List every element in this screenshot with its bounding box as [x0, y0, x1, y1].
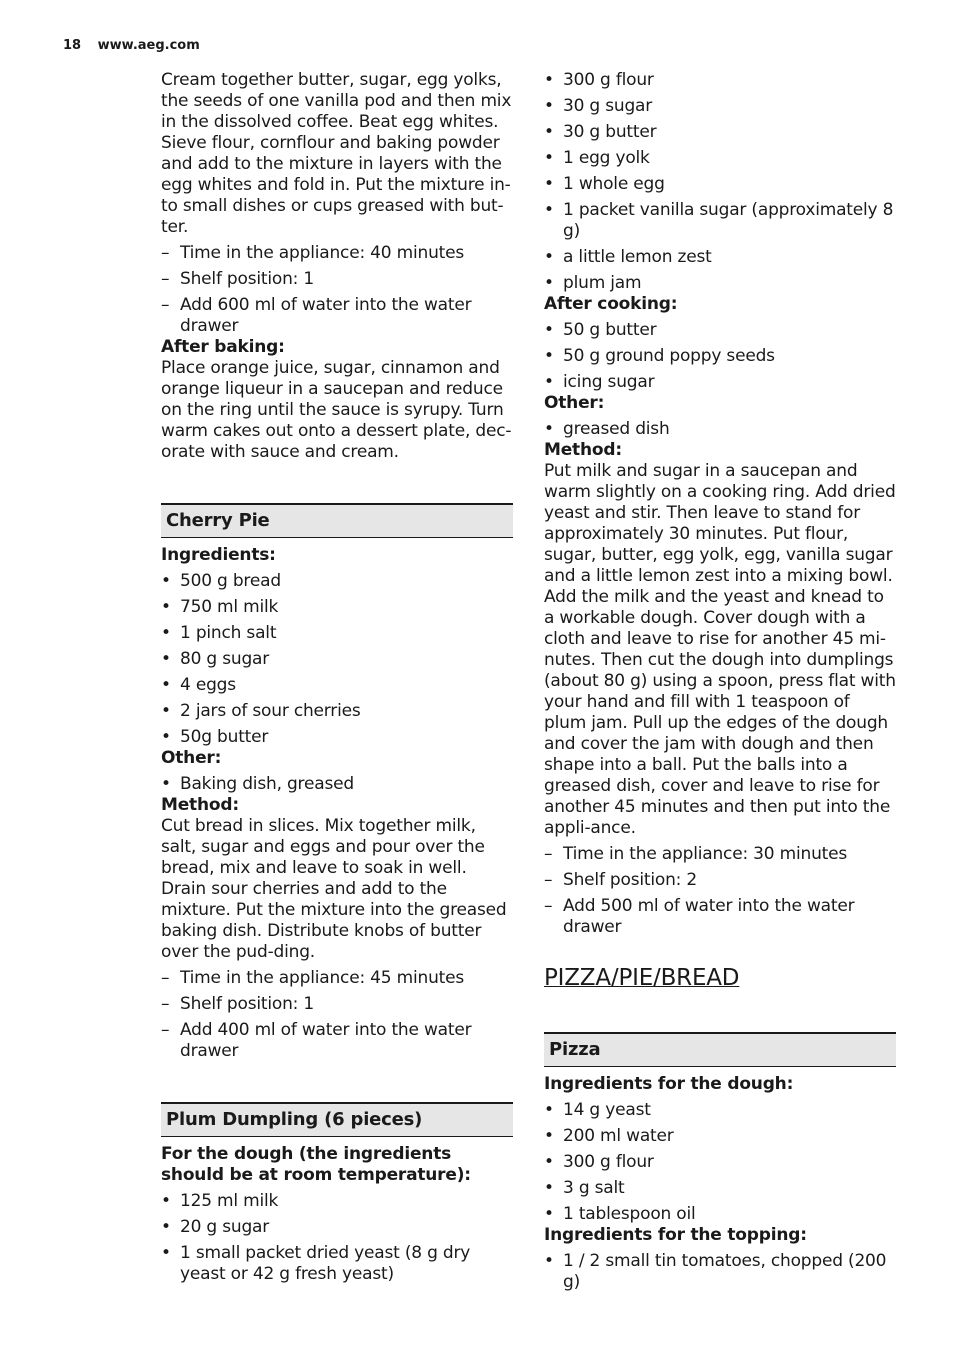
after-cooking-label: After cooking: [544, 294, 678, 314]
other-label: Other: [161, 748, 222, 768]
ingredient-item: • 1 small packet dried yeast (8 g dry yeast or 42 g fresh yeast) [161, 1243, 513, 1285]
ingredient-item: • 50g butter [161, 727, 513, 748]
ingredient-item: • 1 / 2 small tin tomatoes, chopped (200 g) [544, 1251, 896, 1293]
ingredient-item: • 125 ml milk [161, 1191, 513, 1212]
ingredient-item: • 1 packet vanilla sugar (approximately 8 g) [544, 200, 896, 242]
ingredient-item: • icing sugar [544, 372, 896, 393]
intro-method-text: Cream together butter, sugar, egg yolks, the seeds of one vanilla pod and then mix in the dissolved coffee. Beat egg whites. Sieve flour, cornflour and baking powder and add to the mixture in layers with the egg whites and fold in. Put the mixture in-to small dishes or cups greased with but-ter. [161, 70, 512, 237]
left-column [161, 70, 513, 1285]
cherry-pie-other [161, 774, 513, 795]
plum-dumpling-method-text: Put milk and sugar in a saucepan and warm slightly on a cooking ring. Add dried yeast and stir. Then leave to stand for approximately 30 minutes. Put flour, sugar, butter, egg yolk, egg, vanilla sugar and a little lemon zest into a mixing bowl. Add the milk and the yeast and knead to a workable dough. Cover dough with a cloth and leave to rise for another 45 mi-nutes. Then cut the dough into dumplings (about 80 g) using a spoon, press flat with your hand and fill with 1 teaspoon of plum jam. Pull up the edges of the dough and cover the jam with dough and then shape into a ball. Put the balls into a greased dish, cover and leave to rise for another 45 minutes and then put into the appli-ance. [544, 461, 896, 838]
ingredient-item: • 30 g sugar [544, 96, 896, 117]
step-item: – Shelf position: 1 [161, 994, 513, 1015]
dough-label: Ingredients for the dough: [544, 1074, 794, 1094]
step-item: – Shelf position: 2 [544, 870, 896, 891]
ingredient-item: • 1 pinch salt [161, 623, 513, 644]
after-baking-label: After baking: [161, 337, 285, 357]
section-title-cherry-pie: Cherry Pie [161, 503, 513, 538]
ingredient-item: • 20 g sugar [161, 1217, 513, 1238]
page-number: 18 [63, 38, 82, 53]
plum-dumpling-ingredients-cont [544, 70, 896, 294]
after-cooking-items [544, 320, 896, 393]
ingredient-item: • 30 g butter [544, 122, 896, 143]
step-item: – Add 400 ml of water into the water drawer [161, 1020, 513, 1062]
section-title-plum-dumpling: Plum Dumpling (6 pieces) [161, 1102, 513, 1137]
plum-dumpling-dough [161, 1191, 513, 1285]
ingredient-item: • 3 g salt [544, 1178, 896, 1199]
page-header [63, 38, 200, 53]
ingredient-item: • 50 g butter [544, 320, 896, 341]
cherry-pie-ingredients [161, 571, 513, 748]
ingredient-item: • 14 g yeast [544, 1100, 896, 1121]
plum-dumpling-steps [544, 844, 896, 938]
ingredient-item: • 2 jars of sour cherries [161, 701, 513, 722]
other-label: Other: [544, 393, 605, 413]
section-title-pizza: Pizza [544, 1032, 896, 1067]
ingredient-item: • 300 g flour [544, 70, 896, 91]
step-item: – Time in the appliance: 45 minutes [161, 968, 513, 989]
step-item: – Shelf position: 1 [161, 269, 513, 290]
ingredient-item: • 50 g ground poppy seeds [544, 346, 896, 367]
cherry-pie-method-text: Cut bread in slices. Mix together milk, salt, sugar and eggs and pour over the bread, mix and leave to soak in well. Drain sour cherries and add to the mixture. Put the mixture into the greased baking dish. Distribute knobs of butter over the pud-ding. [161, 816, 507, 962]
ingredient-item: • 1 tablespoon oil [544, 1204, 896, 1225]
step-item: – Time in the appliance: 40 minutes [161, 243, 513, 264]
other-item: • greased dish [544, 419, 896, 440]
cherry-pie-steps [161, 968, 513, 1062]
pizza-topping-ingredients [544, 1251, 896, 1293]
step-item: – Add 500 ml of water into the water drawer [544, 896, 896, 938]
ingredient-item: • 300 g flour [544, 1152, 896, 1173]
step-item: – Add 600 ml of water into the water drawer [161, 295, 513, 337]
ingredient-item: • plum jam [544, 273, 896, 294]
ingredient-item: • 200 ml water [544, 1126, 896, 1147]
ingredient-item: • 80 g sugar [161, 649, 513, 670]
method-label: Method: [161, 795, 239, 815]
method-label: Method: [544, 440, 622, 460]
ingredient-item: • a little lemon zest [544, 247, 896, 268]
after-baking-text: Place orange juice, sugar, cinnamon and orange liqueur in a saucepan and reduce on the ring until the sauce is syrupy. Turn warm cakes out onto a dessert plate, dec-orate with sauce and cream. [161, 358, 512, 462]
chapter-title: PIZZA/PIE/BREAD [544, 965, 740, 991]
dough-label: For the dough (the ingredients should be at room temperature): [161, 1144, 471, 1185]
other-item: • Baking dish, greased [161, 774, 513, 795]
ingredient-item: • 750 ml milk [161, 597, 513, 618]
ingredient-item: • 1 whole egg [544, 174, 896, 195]
pizza-dough-ingredients [544, 1100, 896, 1225]
step-item: – Time in the appliance: 30 minutes [544, 844, 896, 865]
ingredient-item: • 1 egg yolk [544, 148, 896, 169]
right-column [544, 70, 896, 1293]
plum-dumpling-other [544, 419, 896, 440]
ingredient-item: • 500 g bread [161, 571, 513, 592]
ingredients-label: Ingredients: [161, 545, 276, 565]
ingredient-item: • 4 eggs [161, 675, 513, 696]
site-url: www.aeg.com [97, 38, 200, 53]
topping-label: Ingredients for the topping: [544, 1225, 807, 1245]
intro-steps [161, 243, 513, 337]
